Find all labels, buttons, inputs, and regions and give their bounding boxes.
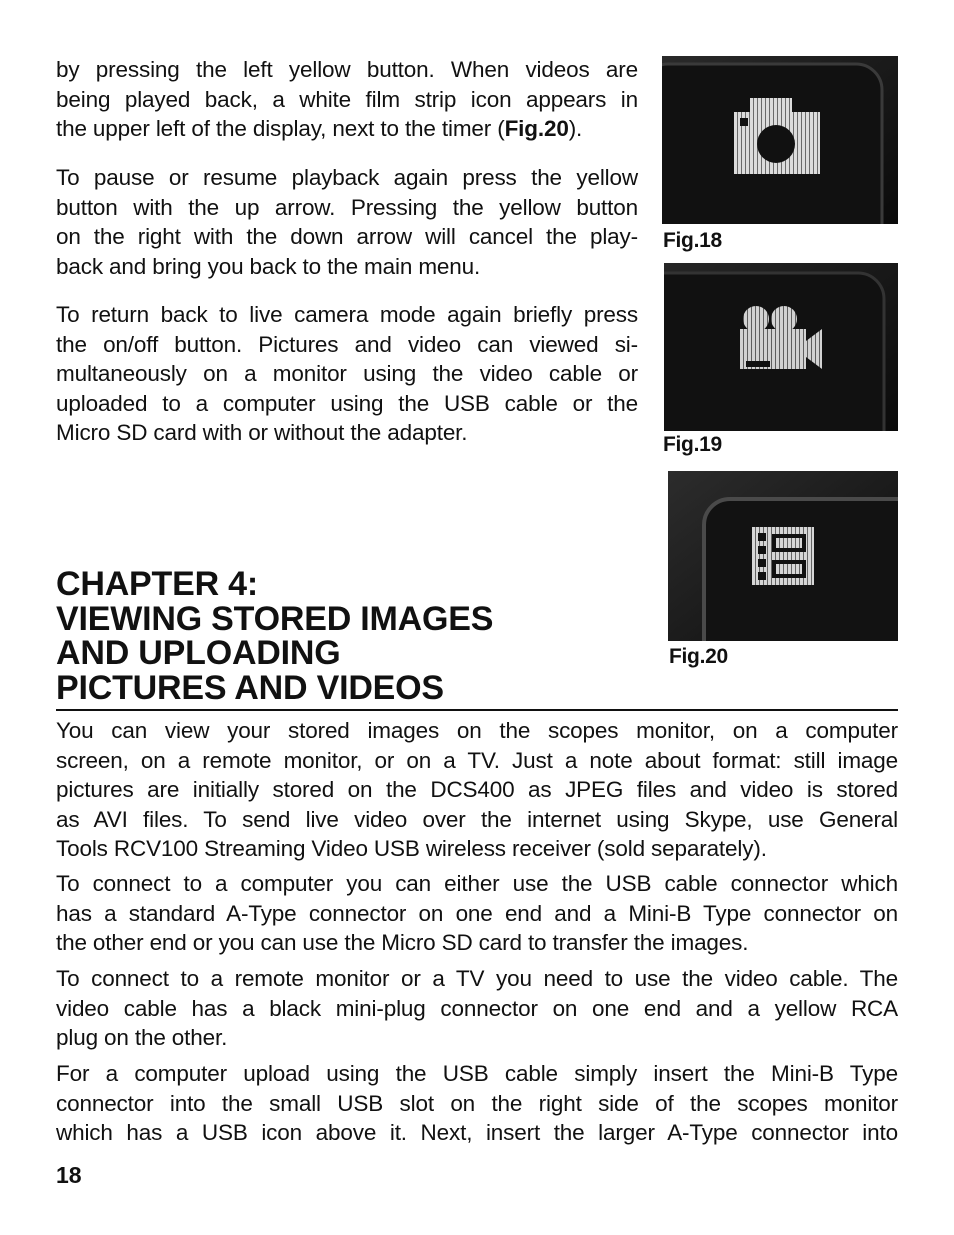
figure-19-image <box>664 263 898 431</box>
chapter-heading-line: PICTURES AND VIDEOS <box>56 668 444 707</box>
body-paragraph-4 <box>56 1059 898 1148</box>
chapter-heading <box>56 567 898 711</box>
text-line: Tools RCV100 Streaming Video USB wireless receiver (sold separately). <box>56 836 767 861</box>
text-line: For a computer upload using the USB cable simply insert the Mini-B Type <box>56 1061 898 1086</box>
body-paragraph-3 <box>56 964 898 1053</box>
text-line: pictures are initially stored on the DCS400 as JPEG files and video is stored <box>56 777 898 802</box>
body-paragraph-2 <box>56 869 898 958</box>
text-line: connector into the small USB slot on the right side of the scopes monitor <box>56 1090 898 1116</box>
text-line: which has a USB icon above it. Next, insert the larger A-Type connector into <box>56 1120 898 1145</box>
text-line <box>56 114 638 144</box>
text-line: the other end or you can use the Micro SD card to transfer the images. <box>56 930 749 955</box>
figure-18-caption: Fig.18 <box>663 229 722 252</box>
text-line: plug on the other. <box>56 1025 228 1050</box>
figure-reference: Fig.20 <box>504 116 569 141</box>
text-fragment: ). <box>568 116 583 141</box>
text-line: by pressing the left yellow button. When videos are <box>56 57 638 82</box>
page-number: 18 <box>56 1162 82 1188</box>
intro-paragraph-2 <box>56 163 638 281</box>
text-line: To connect to a computer you can either use the USB cable connector which <box>56 871 898 896</box>
text-line: as AVI files. To send live video over the internet using Skype, use General <box>56 806 898 832</box>
figure-19-caption: Fig.19 <box>663 433 722 456</box>
text-line: multaneously on a monitor using the video cable or <box>56 361 638 386</box>
text-line: video cable has a black mini-plug connector on one end and a yellow RCA <box>56 995 898 1021</box>
text-line: Micro SD card with or without the adapter. <box>56 420 468 445</box>
text-line: on the right with the down arrow will cancel the play- <box>56 224 638 249</box>
figure-20-caption: Fig.20 <box>669 645 728 668</box>
text-line: screen, on a remote monitor, or on a TV. Just a note about format: still image <box>56 747 898 773</box>
intro-paragraph-3 <box>56 300 638 448</box>
text-line: You can view your stored images on the scopes monitor, on a computer <box>56 718 898 743</box>
chapter-heading-line: VIEWING STORED IMAGES <box>56 599 494 638</box>
camera-icon <box>662 56 898 224</box>
text-line: has a standard A-Type connector on one end and a Mini-B Type connector on <box>56 900 898 926</box>
video-camera-icon <box>664 263 898 431</box>
chapter-heading-line: AND UPLOADING <box>56 634 341 672</box>
text-line: back and bring you back to the main menu. <box>56 253 481 279</box>
text-line: uploaded to a computer using the USB cable or the <box>56 390 638 416</box>
text-line: To connect to a remote monitor or a TV you need to use the video cable. The <box>56 966 898 991</box>
text-fragment: the upper left of the display, next to the timer ( <box>56 116 505 141</box>
figure-18-image <box>662 56 898 224</box>
text-line: To return back to live camera mode again briefly press <box>56 302 638 327</box>
body-paragraph-1 <box>56 716 898 864</box>
chapter-heading-line: CHAPTER 4: <box>56 565 259 603</box>
intro-paragraph-1 <box>56 55 638 144</box>
text-line: the on/off button. Pictures and video can viewed si- <box>56 331 638 357</box>
text-line: being played back, a white film strip icon appears in <box>56 86 638 112</box>
text-line: button with the up arrow. Pressing the yellow button <box>56 194 638 220</box>
text-line: To pause or resume playback again press the yellow <box>56 165 638 190</box>
